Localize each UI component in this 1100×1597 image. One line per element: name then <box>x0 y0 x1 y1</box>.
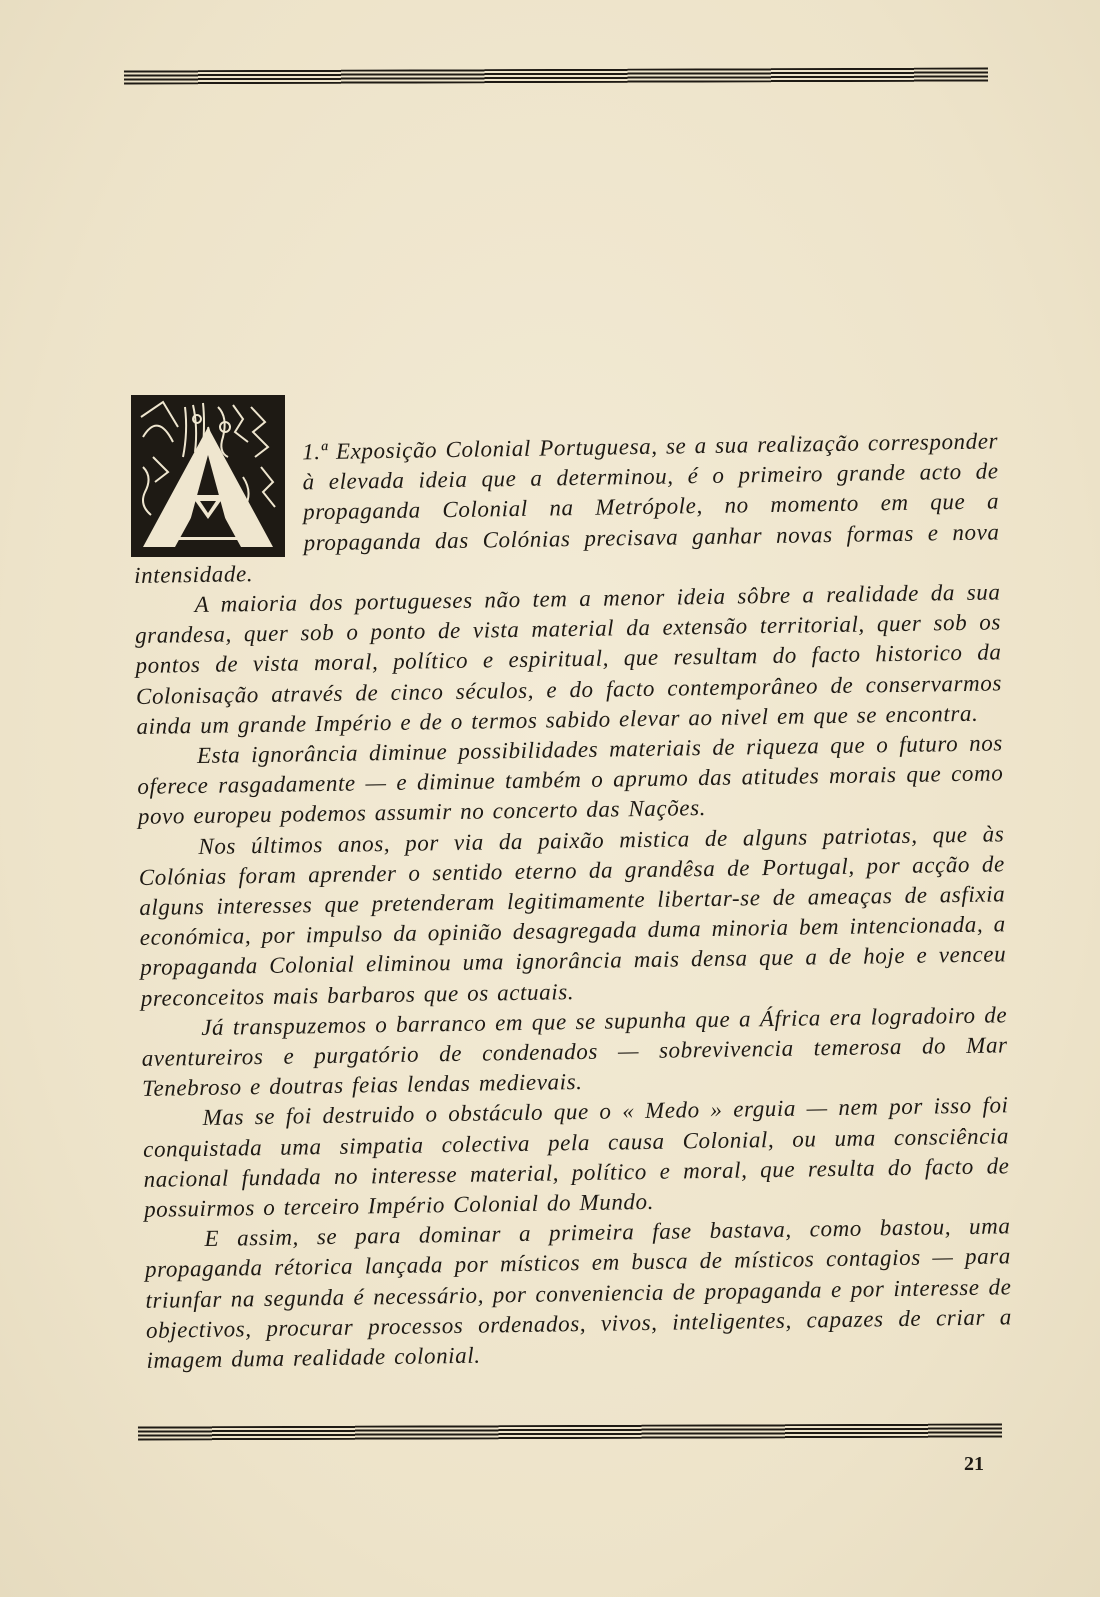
article-body <box>132 426 1013 1376</box>
paragraph-1: 1.ª Exposição Colonial Portuguesa, se a sua realização corresponder à elevada ideia que a determinou, é o primeiro grande acto de propaganda Colonial na Metrópole, no momento em que a propaganda das Colónias precisava ganhar novas formas e nova intensidade. <box>133 428 1000 588</box>
paragraph-4: Nos últimos anos, por via da paixão mistica de alguns patriotas, que às Colónias foram aprender o sentido eterno da grandêsa de Portugal, por acção de alguns interesses que pretenderam legitimamente libertar-se de ameaças de asfixia económica, por impulso da opinião desagregada duma minoria bem intencionada, a propaganda Colonial eliminou uma ignorância mais densa que a de hoje e venceu preconceitos mais barbaros que os actuais. <box>138 820 1007 1011</box>
initial-letter-space <box>132 437 304 558</box>
bottom-decorative-rule <box>138 1423 1002 1440</box>
paragraph-5: Já transpuzemos o barranco em que se supunha que a África era logradoiro de aventureiros e purgatório de condenados — sobrevivencia temerosa do Mar Tenebroso e doutras feias lendas medievais. <box>141 1002 1008 1102</box>
paragraph-6: Mas se foi destruido o obstáculo que o « Medo » erguia — nem por isso foi conquistada uma simpatia colectiva pela causa Colonial, ou uma consciência nacional fundada no interesse material, político e moral, que resulta do facto de possuirmos o terceiro Império Colonial do Mundo. <box>142 1092 1010 1222</box>
paragraph-7: E assim, se para dominar a primeira fase bastava, como bastou, uma propaganda rétorica lançada por místicos em busca de místicos contagios — para triunfar na segunda é necessário, por conveniencia de propaganda e por interesse de objectivos, procurar processos ordenados, vivos, inteligentes, capazes de criar a imagem duma realidade colonial. <box>144 1213 1013 1373</box>
paragraph-2: A maioria dos portugueses não tem a menor ideia sôbre a realidade da sua grandesa, quer sob o ponto de vista material da extensão territorial, quer sob os pontos de vista moral, político e espiritual, que resultam do facto historico da Colonisação através de cinco séculos, e do facto contemporâneo de conservarmos ainda um grande Império e de o termos sabido elevar ao nivel em que se encontra. <box>134 579 1003 739</box>
paragraph-3: Esta ignorância diminue possibilidades materiais de riqueza que o futuro nos oferece rasgadamente — e diminue também o aprumo das atitudes morais que como povo europeu podemos assumir no concerto das Nações. <box>137 730 1004 830</box>
page-number: 21 <box>964 1453 984 1475</box>
top-decorative-rule <box>124 67 988 84</box>
